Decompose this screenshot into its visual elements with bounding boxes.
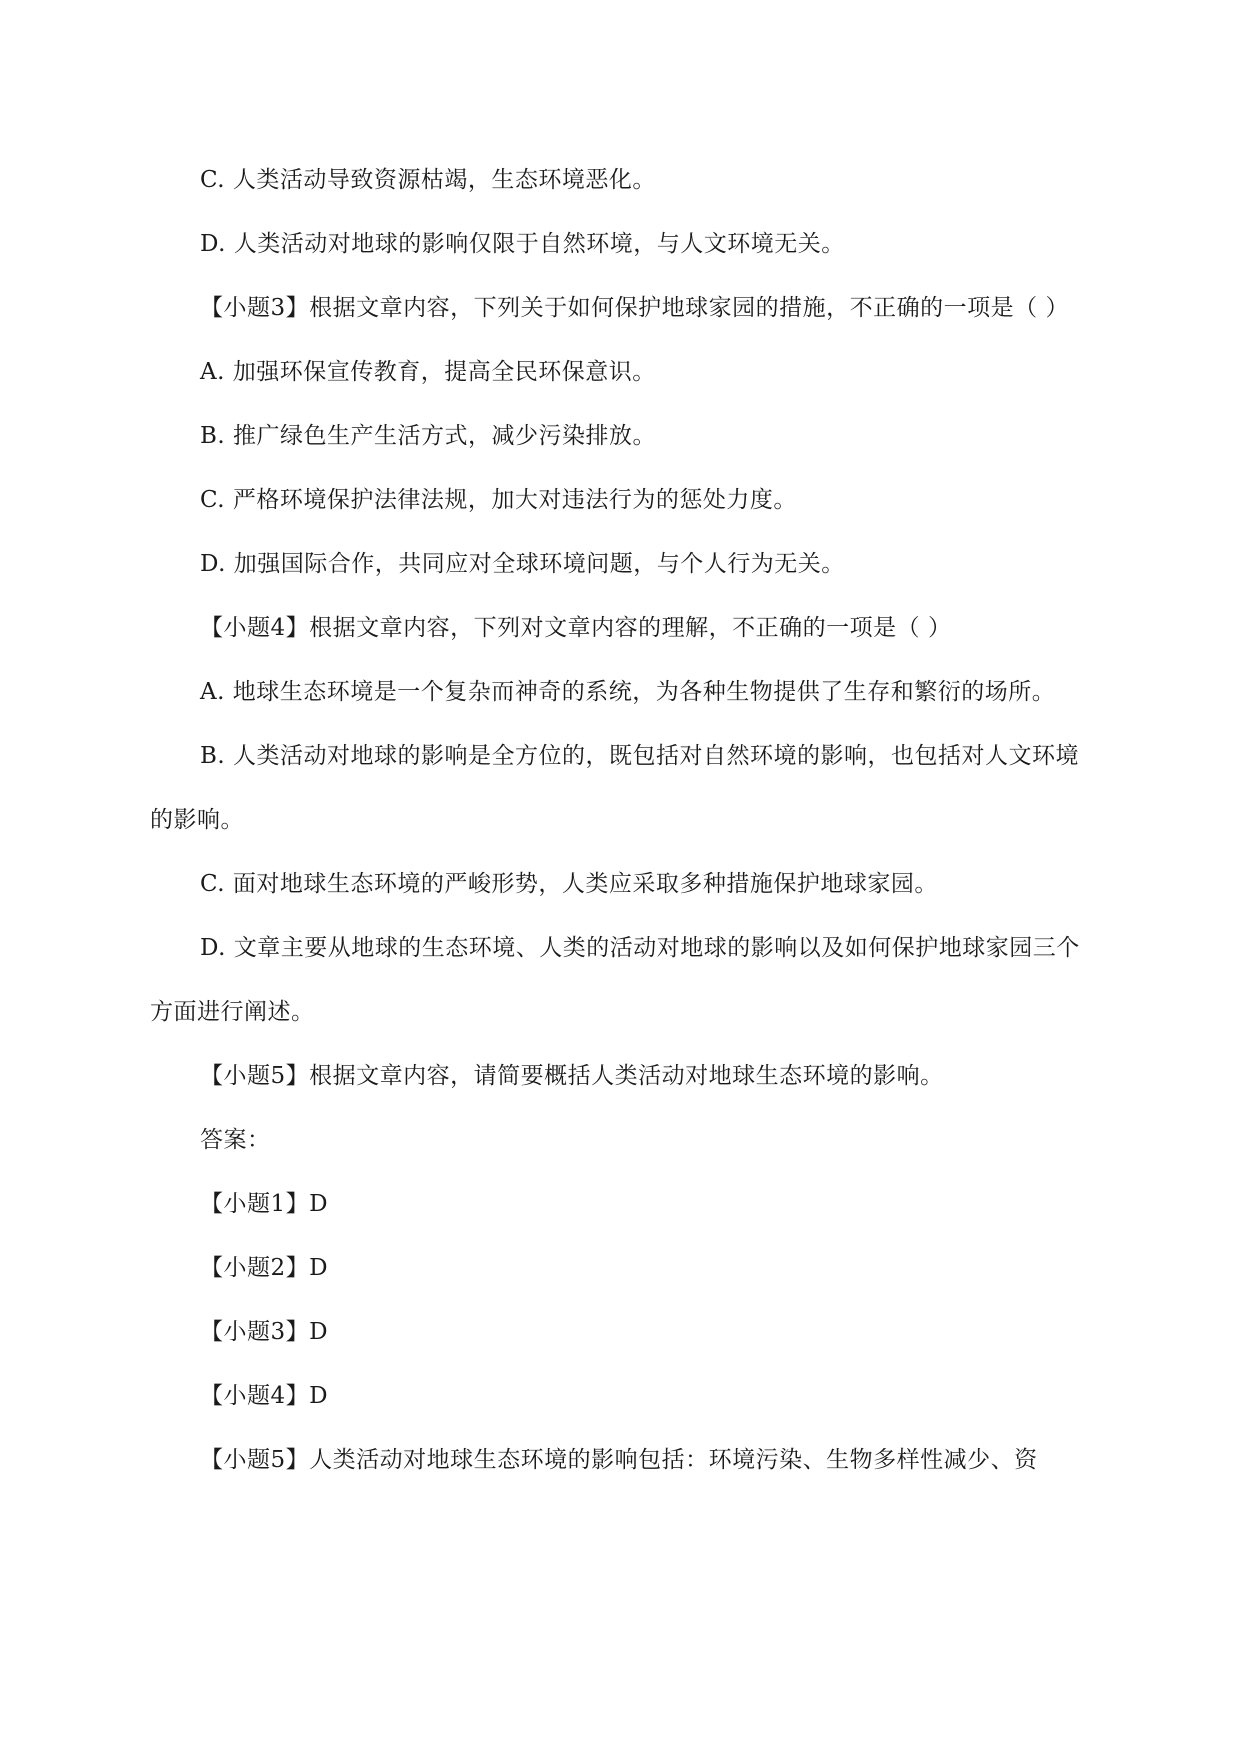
q4-option-a: A. 地球生态环境是一个复杂而神奇的系统，为各种生物提供了生存和繁衍的场所。 — [200, 679, 1056, 705]
q4-stem: 【小题4】根据文章内容，下列对文章内容的理解，不正确的一项是（ ） — [200, 615, 952, 641]
answer-5: 【小题5】人类活动对地球生态环境的影响包括：环境污染、生物多样性减少、资 — [200, 1447, 1038, 1473]
q4-option-d: D. 文章主要从地球的生态环境、人类的活动对地球的影响以及如何保护地球家园三个方面进行阐述。 — [150, 935, 1080, 1025]
q3-option-a: A. 加强环保宣传教育，提高全民环保意识。 — [200, 359, 656, 385]
q2-option-d: D. 人类活动对地球的影响仅限于自然环境，与人文环境无关。 — [200, 231, 845, 257]
q4-option-b: B. 人类活动对地球的影响是全方位的，既包括对自然环境的影响，也包括对人文环境的影响。 — [150, 743, 1080, 833]
answer-heading: 答案： — [200, 1127, 271, 1153]
q3-option-b: B. 推广绿色生产生活方式，减少污染排放。 — [200, 423, 657, 449]
answer-1: 【小题1】D — [200, 1191, 329, 1217]
q3-stem: 【小题3】根据文章内容，下列关于如何保护地球家园的措施，不正确的一项是（ ） — [200, 295, 1069, 321]
q4-option-c: C. 面对地球生态环境的严峻形势，人类应采取多种措施保护地球家园。 — [200, 871, 938, 897]
q3-option-d: D. 加强国际合作，共同应对全球环境问题，与个人行为无关。 — [200, 551, 845, 577]
q3-option-c: C. 严格环境保护法律法规，加大对违法行为的惩处力度。 — [200, 487, 797, 513]
q2-option-c: C. 人类活动导致资源枯竭，生态环境恶化。 — [200, 167, 656, 193]
answer-3: 【小题3】D — [200, 1319, 329, 1345]
answer-4: 【小题4】D — [200, 1383, 329, 1409]
answer-2: 【小题2】D — [200, 1255, 329, 1281]
document-body — [150, 148, 1085, 1492]
q5-stem: 【小题5】根据文章内容，请简要概括人类活动对地球生态环境的影响。 — [200, 1063, 944, 1089]
